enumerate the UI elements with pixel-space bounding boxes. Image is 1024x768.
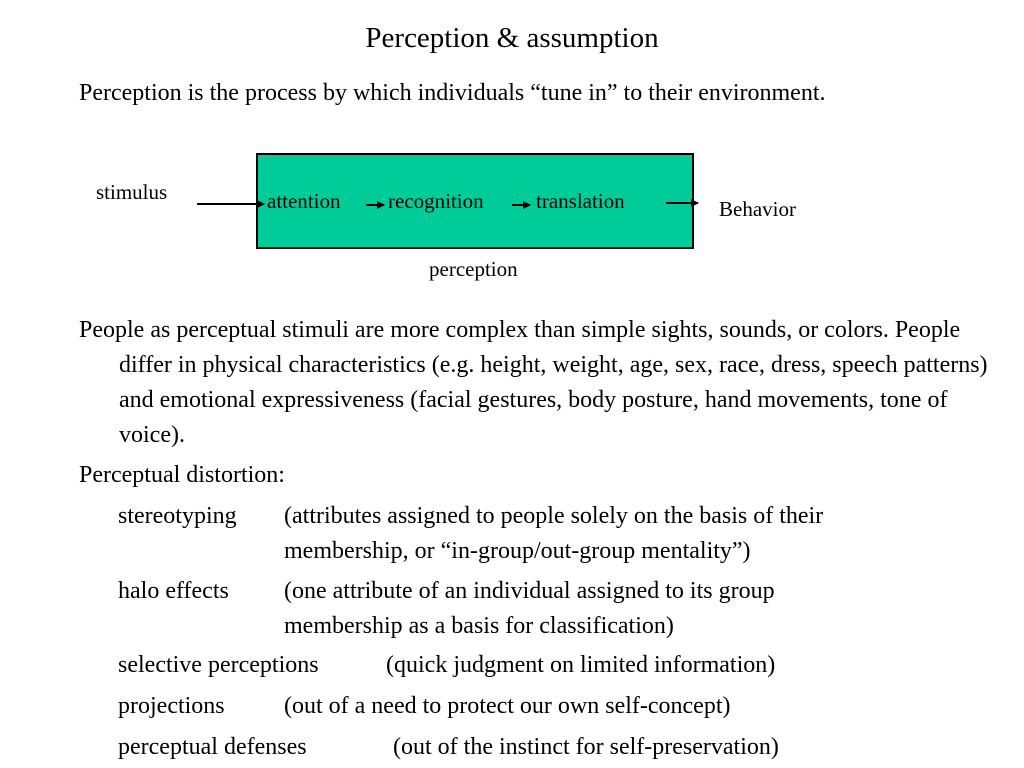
- distortion-term-stereotyping: stereotyping: [118, 503, 237, 529]
- distortion-term-halo: halo effects: [118, 578, 229, 604]
- attention-label: attention: [267, 189, 341, 213]
- distortion-desc-selective: (quick judgment on limited information): [386, 652, 776, 678]
- slide-title: Perception & assumption: [365, 22, 659, 54]
- distortion-desc-projections: (out of a need to protect our own self-concept): [284, 693, 731, 719]
- distortion-desc-stereotyping: (attributes assigned to people solely on the basis of their membership, or “in-group/out-group mentality”): [284, 503, 824, 564]
- stimulus-label: stimulus: [96, 180, 168, 204]
- distortion-term-selective: selective perceptions: [118, 652, 319, 678]
- distortion-desc-halo: (one attribute of an individual assigned to its group membership as a basis for classification): [284, 578, 775, 639]
- translation-label: translation: [536, 189, 625, 213]
- perception-caption: perception: [429, 257, 518, 281]
- people-paragraph: People as perceptual stimuli are more complex than simple sights, sounds, or colors. People differ in physical characteristics (e.g. height, weight, age, sex, race, dress, speech patterns) and emotional expressiveness (facial gestures, body posture, hand movements, tone of voice).: [79, 317, 988, 448]
- distortion-term-defenses: perceptual defenses: [118, 734, 307, 760]
- distortion-desc-defenses: (out of the instinct for self-preservation): [393, 734, 779, 760]
- behavior-label: Behavior: [719, 197, 796, 221]
- recognition-label: recognition: [388, 189, 484, 213]
- distortion-heading: Perceptual distortion:: [79, 462, 285, 488]
- distortion-term-projections: projections: [118, 693, 225, 719]
- intro-paragraph: Perception is the process by which individuals “tune in” to their environment.: [79, 80, 826, 106]
